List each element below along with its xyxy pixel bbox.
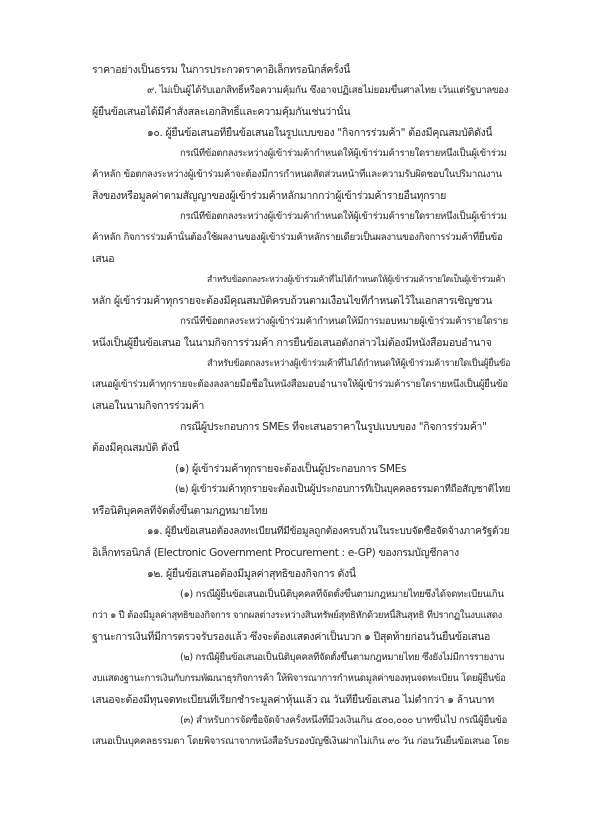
text-line: ค้าหลัก กิจการร่วมค้านั้นต้องใช้ผลงานของผู้เข้าร่วมค้าหลักรายเดียวเป็นผลงานของกิจการร่วมค้าที่ยื่นข้อ (92, 232, 503, 243)
text-line: เสนอจะต้องมีทุนจดทะเบียนที่เรียกชำระมูลค่าหุ้นแล้ว ณ วันที่ยื่นข้อเสนอ ไม่ต่ำกว่า ๑ ล้านบาท (92, 694, 494, 706)
text-line: กรณีที่ข้อตกลงระหว่างผู้เข้าร่วมค้ากำหนดให้มีการมอบหมายผู้เข้าร่วมค้ารายใดราย (180, 316, 508, 327)
text-line: เสนอ (92, 253, 115, 265)
text-line: เสนอเป็นบุคคลธรรมดา โดยพิจารณาจากหนังสือรับรองบัญชีเงินฝากไม่เกิน ๙๐ วัน ก่อนวันยื่นข้อเสนอ โดย (92, 736, 509, 747)
text-line: เสนอในนามกิจการร่วมค้า (92, 400, 204, 412)
text-line: ราคาอย่างเป็นธรรม ในการประกวดราคาอิเล็กทรอนิกส์ครั้งนี้ (92, 64, 351, 76)
text-line: หลัก ผู้เข้าร่วมค้าทุกรายจะต้องมีคุณสมบัติครบถ้วนตามเงื่อนไขที่กำหนดไว้ในเอกสารเชิญชวน (92, 295, 493, 307)
text-line: ต้องมีคุณสมบัติ ดังนี้ (92, 442, 180, 454)
text-line: กว่า ๑ ปี ต้องมีมูลค่าสุทธิของกิจการ จากผลต่างระหว่างสินทรัพย์สุทธิหักด้วยหนี้สินสุทธิ ที่ปรากฏในงบแสดง (92, 610, 502, 621)
text-line: หนึ่งเป็นผู้ยื่นข้อเสนอ ในนามกิจการร่วมค้า การยื่นข้อเสนอดังกล่าวไม่ต้องมีหนังสือมอบอำนาจ (92, 337, 492, 349)
text-line: (๓) สำหรับการจัดซื้อจัดจ้างครั้งหนึ่งที่มีวงเงินเกิน ๕๐๐,๐๐๐ บาทขึ้นไป กรณีผู้ยื่นข้อ (180, 715, 508, 726)
text-line: อิเล็กทรอนิกส์ (Electronic Government Procurement : e-GP) ของกรมบัญชีกลาง (92, 547, 459, 559)
text-line: ๑๑. ผู้ยื่นข้อเสนอต้องลงทะเบียนที่มีข้อมูลถูกต้องครบถ้วนในระบบจัดซื้อจัดจ้างภาครัฐด้วย (147, 526, 510, 537)
text-line: ๑๒. ผู้ยื่นข้อเสนอต้องมีมูลค่าสุทธิของกิจการ ดังนี้ (147, 568, 356, 580)
text-line: (๑) กรณีผู้ยื่นข้อเสนอเป็นนิติบุคคลที่จัดตั้งขึ้นตามกฎหมายไทยซึ่งได้จดทะเบียนเกิน (180, 589, 504, 600)
text-line: สำหรับข้อตกลงระหว่างผู้เข้าร่วมค้าที่ไม่ได้กำหนดให้ผู้เข้าร่วมค้ารายใดเป็นผู้ยื่นข้อ (207, 358, 510, 369)
text-line: ๙. ไม่เป็นผู้ได้รับเอกสิทธิ์หรือความคุ้มกัน ซึ่งอาจปฏิเสธไม่ยอมขึ้นศาลไทย เว้นแต่รัฐบาลของ (147, 85, 509, 96)
text-line: กรณีที่ข้อตกลงระหว่างผู้เข้าร่วมค้ากำหนดให้ผู้เข้าร่วมค้ารายใดรายหนึ่งเป็นผู้เข้าร่วม (180, 211, 507, 222)
text-line: สิ่งของหรือมูลค่าตามสัญญาของผู้เข้าร่วมค้าหลักมากกว่าผู้เข้าร่วมค้ารายอื่นทุกราย (92, 190, 446, 202)
text-line: เสนอผู้เข้าร่วมค้าทุกรายจะต้องลงลายมือชื่อในหนังสือมอบอำนาจให้ผู้เข้าร่วมค้ารายใดรายหนึ่งเป็นผู้ยื่นข้อ (92, 379, 508, 390)
text-line: (๑) ผู้เข้าร่วมค้าทุกรายจะต้องเป็นผู้ประกอบการ SMEs (175, 463, 407, 475)
text-line: หรือนิติบุคคลที่จัดตั้งขึ้นตามกฎหมายไทย (92, 505, 268, 517)
text-line: (๒) กรณีผู้ยื่นข้อเสนอเป็นนิติบุคคลที่จัดตั้งขึ้นตามกฎหมายไทย ซึ่งยังไม่มีการรายงาน (180, 652, 505, 663)
text-line: สำหรับข้อตกลงระหว่างผู้เข้าร่วมค้าที่ไม่ได้กำหนดให้ผู้เข้าร่วมค้ารายใดเป็นผู้เข้าร่วมค้า (207, 275, 506, 285)
text-line: กรณีที่ข้อตกลงระหว่างผู้เข้าร่วมค้ากำหนดให้ผู้เข้าร่วมค้ารายใดรายหนึ่งเป็นผู้เข้าร่วม (180, 148, 507, 159)
text-line: กรณีผู้ประกอบการ SMEs ที่จะเสนอราคาในรูปแบบของ "กิจการร่วมค้า" (180, 421, 487, 433)
text-line: (๒) ผู้เข้าร่วมค้าทุกรายจะต้องเป็นผู้ประกอบการที่เป็นบุคคลธรรมดาที่ถือสัญชาติไทย (175, 484, 510, 495)
text-line: ๑๐. ผู้ยื่นข้อเสนอที่ยื่นข้อเสนอในรูปแบบของ "กิจการร่วมค้า" ต้องมีคุณสมบัติดังนี้ (147, 127, 493, 139)
text-line: ค้าหลัก ข้อตกลงระหว่างผู้เข้าร่วมค้าจะต้องมีการกำหนดสัดส่วนหน้าที่และความรับผิดชอบในปริมาณงาน (92, 169, 502, 180)
text-line: ผู้ยื่นข้อเสนอได้มีคำสั่งสละเอกสิทธิ์และความคุ้มกันเช่นว่านั้น (92, 106, 351, 118)
text-line: งบแสดงฐานะการเงินกับกรมพัฒนาธุรกิจการค้า ให้พิจารณาการกำหนดมูลค่าของทุนจดทะเบียน โดยผู้ยื่นข้อ (92, 673, 506, 684)
text-line: ฐานะการเงินที่มีการตรวจรับรองแล้ว ซึ่งจะต้องแสดงค่าเป็นบวก ๑ ปีสุดท้ายก่อนวันยื่นข้อเสนอ (92, 631, 491, 643)
